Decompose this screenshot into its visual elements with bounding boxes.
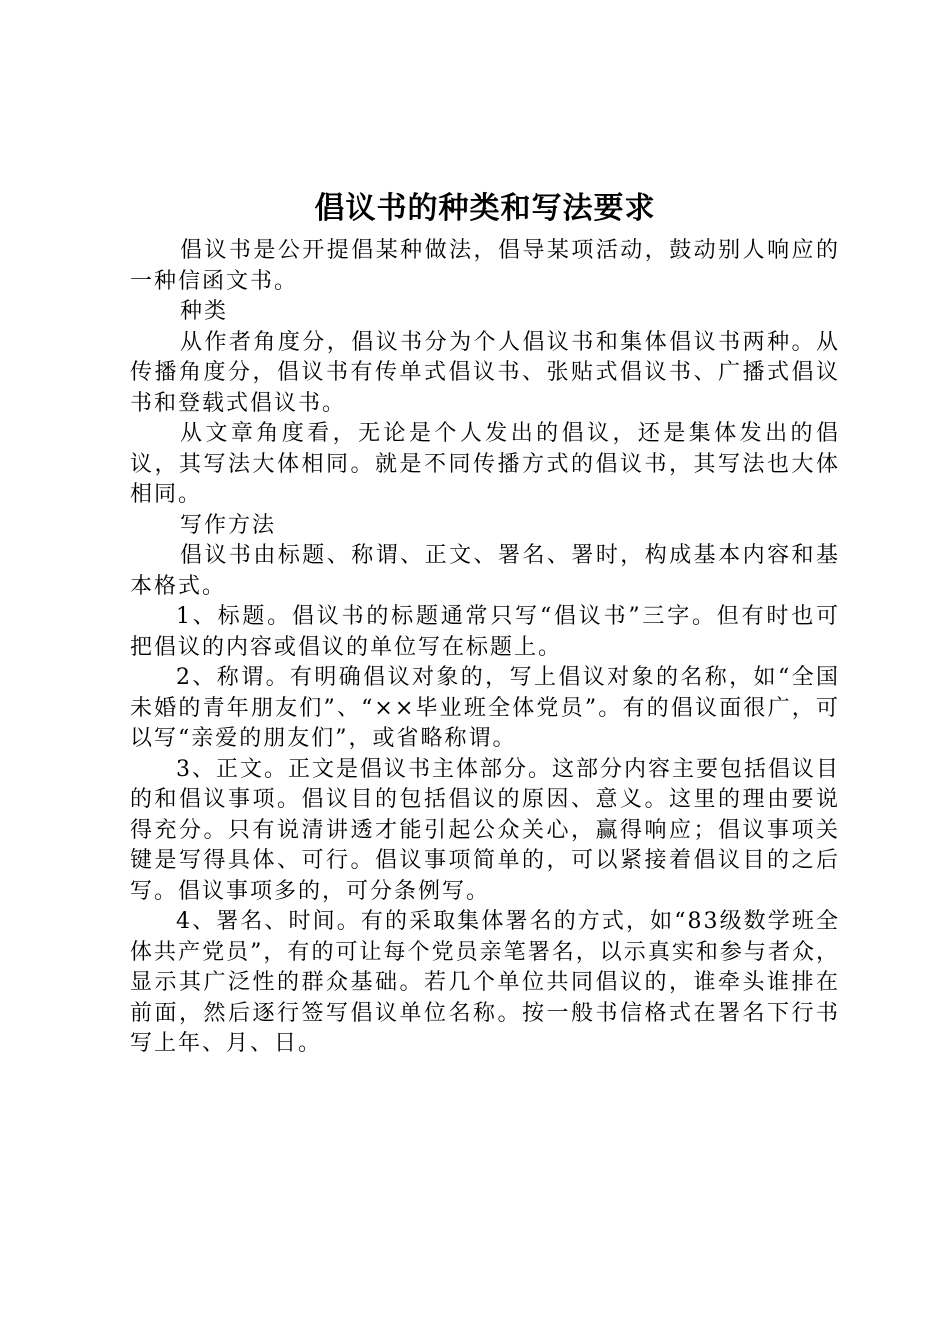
document-title: 倡议书的种类和写法要求 <box>314 191 656 226</box>
item-body: 3、正文。正文是倡议书主体部分。这部分内容主要包括倡议目的和倡议事项。倡议目的包括倡议的原因、意义。这里的理由要说得充分。只有说清讲透才能引起公众关心，赢得响应；倡议事项关键是写得具体、可行。倡议事项简单的，可以紧接着倡议目的之后写。倡议事项多的，可分条例写。 <box>130 756 840 904</box>
item-title: 1、标题。倡议书的标题通常只写“倡议书”三字。但有时也可把倡议的内容或倡议的单位写在标题上。 <box>130 604 840 660</box>
types-paragraph-1: 从作者角度分，倡议书分为个人倡议书和集体倡议书两种。从传播角度分，倡议书有传单式倡议书、张贴式倡议书、广播式倡议书和登载式倡议书。 <box>130 329 840 416</box>
item-salutation: 2、称谓。有明确倡议对象的，写上倡议对象的名称，如“全国未婚的青年朋友们”、“××毕业班全体党员”。有的倡议面很广，可以写“亲爱的朋友们”，或省略称谓。 <box>130 665 840 751</box>
intro-paragraph: 倡议书是公开提倡某种做法，倡导某项活动，鼓动别人响应的一种信函文书。 <box>130 238 840 294</box>
method-paragraph: 倡议书由标题、称谓、正文、署名、署时，构成基本内容和基本格式。 <box>130 543 840 599</box>
section-heading-types: 种类 <box>180 299 229 324</box>
item-signature-date: 4、署名、时间。有的采取集体署名的方式，如“83级数学班全体共产党员”，有的可让每个党员亲笔署名，以示真实和参与者众，显示其广泛性的群众基础。若几个单位共同倡议的，谁牵头谁排在前面，然后逐行签写倡议单位名称。按一般书信格式在署名下行书写上年、月、日。 <box>130 909 840 1056</box>
types-paragraph-2: 从文章角度看，无论是个人发出的倡议，还是集体发出的倡议，其写法大体相同。就是不同传播方式的倡议书，其写法也大体相同。 <box>130 421 840 507</box>
document-page <box>130 184 840 1060</box>
section-heading-writing-method: 写作方法 <box>180 512 277 538</box>
